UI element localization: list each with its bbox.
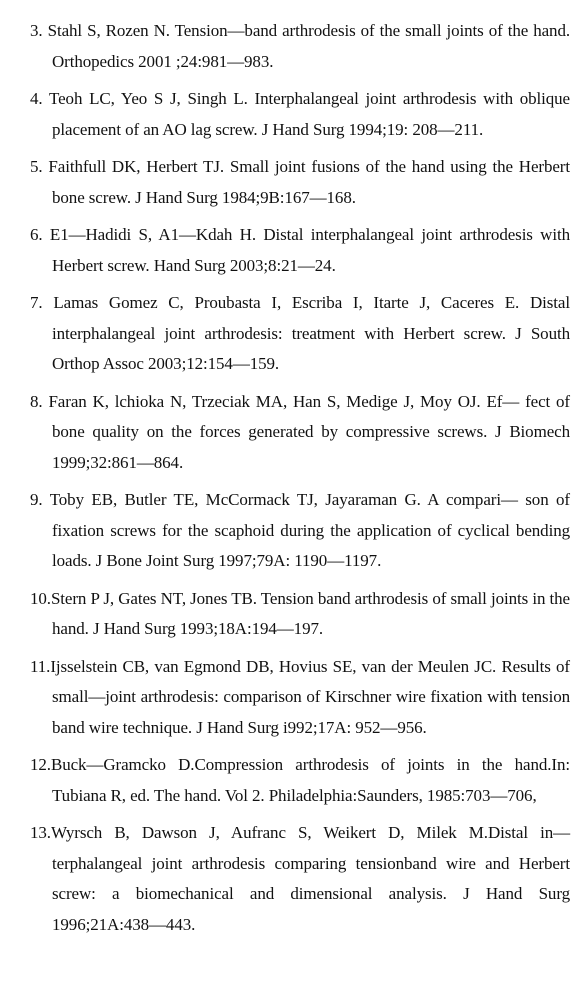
reference-number: 13. (30, 823, 51, 842)
reference-number: 9. (30, 490, 43, 509)
reference-text: Buck—Gramcko D.Compression arthrodesis of joints in the hand.In: Tubiana R, ed. The hand. Vol 2. Philadelphia:Saunders, 1985:703—706, (50, 755, 570, 805)
reference-item (30, 652, 570, 744)
reference-text: Lamas Gomez C, Proubasta I, Escriba I, Itarte J, Caceres E. Distal interphalangeal joint arthrodesis: treatment with Herbert screw. J South Orthop Assoc 2003;12:154—159. (52, 293, 570, 373)
reference-number: 11. (30, 656, 51, 676)
reference-number: 3. (30, 21, 43, 40)
reference-item (30, 387, 570, 479)
reference-item (30, 818, 570, 940)
reference-number: 8. (30, 391, 43, 411)
reference-text: Teoh LC, Yeo S J, Singh L. Interphalangeal joint arthrodesis with oblique placement of an AO lag screw. J Hand Surg 1994;19: 208—211. (49, 89, 570, 139)
reference-list (30, 16, 570, 947)
reference-number: 7. (30, 293, 43, 312)
reference-item (30, 485, 570, 577)
reference-item (30, 16, 570, 77)
reference-text: Wyrsch B, Dawson J, Aufranc S, Weikert D, Milek M.Distal in— terphalangeal joint arthrodesis comparing tensionband wire and Herbert screw: a biomechanical and dimensional analysis. J Hand Surg 1996;21A:438—443. (50, 823, 570, 934)
reference-item (30, 288, 570, 380)
reference-text: Ijsselstein CB, van Egmond DB, Hovius SE, van der Meulen JC. Results of small—joint arthrodesis: comparison of Kirschner wire fixation with tension band wire technique. J Hand Surg i992;17A: 952—956. (50, 656, 570, 737)
reference-item (30, 84, 570, 145)
reference-text: E1—Hadidi S, A1—Kdah H. Distal interphalangeal joint arthrodesis with Herbert screw. Hand Surg 2003;8:21—24. (49, 225, 570, 275)
reference-number: 12. (30, 755, 51, 774)
reference-item (30, 584, 570, 645)
reference-number: 10. (30, 588, 51, 608)
reference-text: Faithfull DK, Herbert TJ. Small joint fusions of the hand using the Herbert bone screw. J Hand Surg 1984;9B:167—168. (48, 157, 570, 207)
reference-text: Stern P J, Gates NT, Jones TB. Tension band arthrodesis of small joints in the hand. J Hand Surg 1993;18A:194—197. (50, 588, 570, 638)
reference-item (30, 152, 570, 213)
reference-item (30, 750, 570, 811)
reference-text: Toby EB, Butler TE, McCormack TJ, Jayaraman G. A compari— son of fixation screws for the scaphoid during the application of cyclical bending loads. J Bone Joint Surg 1997;79A: 1190—1197. (49, 490, 570, 570)
reference-number: 5. (30, 157, 43, 176)
reference-number: 6. (30, 225, 43, 244)
reference-text: Stahl S, Rozen N. Tension—band arthrodesis of the small joints of the hand. Orthopedics 2001 ;24:981—983. (47, 21, 570, 71)
reference-number: 4. (30, 89, 43, 108)
reference-item (30, 220, 570, 281)
reference-text: Faran K, lchioka N, Trzeciak MA, Han S, Medige J, Moy OJ. Ef— fect of bone quality on the forces generated by compressive screws. J Biomech 1999;32:861—864. (48, 391, 570, 472)
